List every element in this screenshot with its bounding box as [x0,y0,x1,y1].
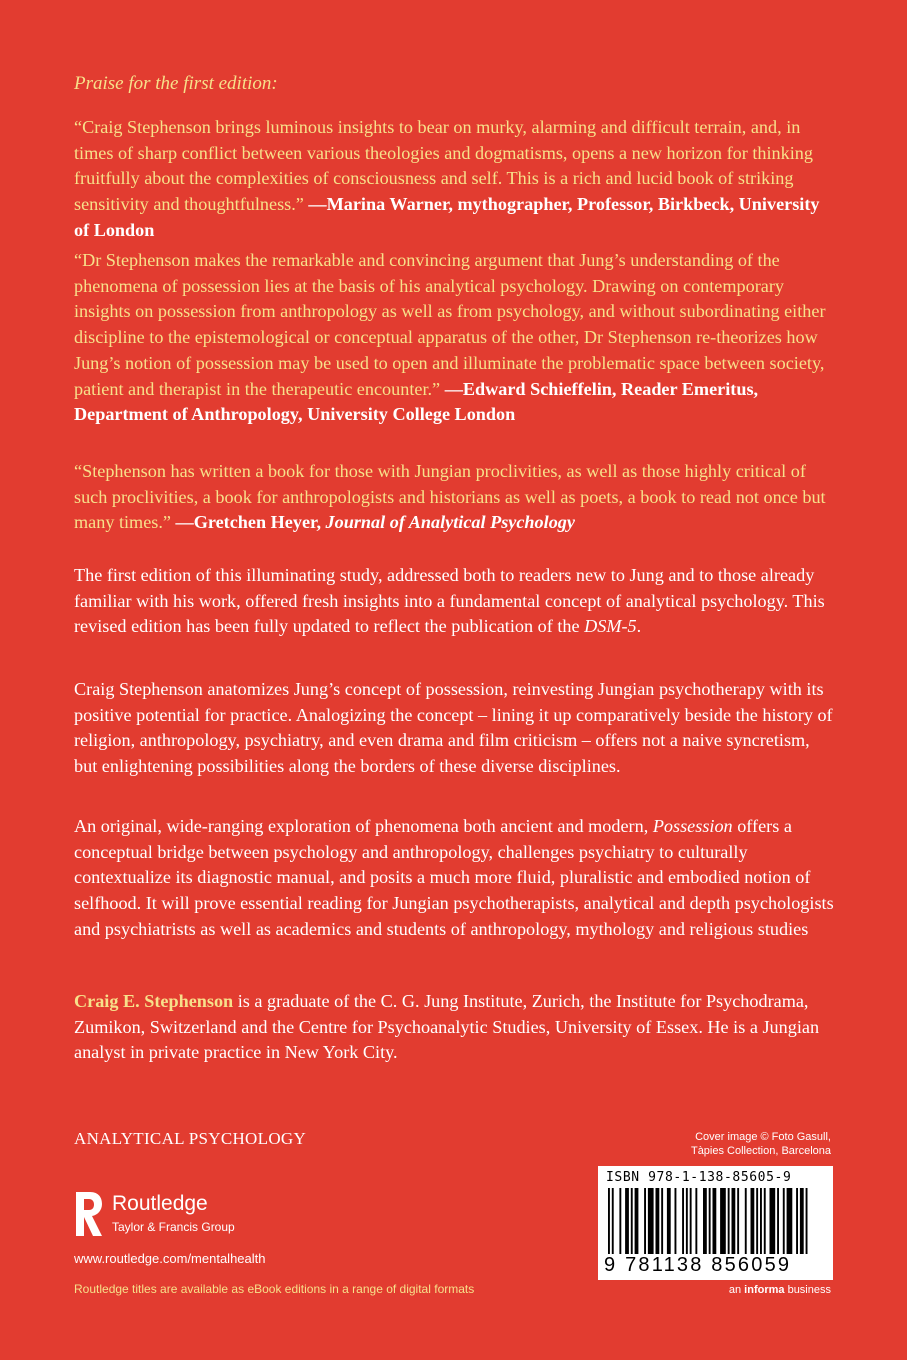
description-paragraph-2: Craig Stephenson anatomizes Jung’s concept of possession, reinvesting Jungian psychotherapy with its positive potential for practice. Analogizing the concept – lining it up comparatively beside the history of religion, anthropology, psychiatry, and even drama and film criticism – offers not a naive syncretism, but enlightening possibilities along the borders of these diverse disciplines. [74,679,833,777]
barcode-bar [783,1188,785,1254]
ean-digits: 9 781138 856059 [604,1254,828,1277]
barcode-bar [751,1188,755,1254]
text: offers a conceptual bridge between psychology and anthropology, challenges psychiatry to culturally contextualize its diagnostic manual, and posits a much more fluid, pluralistic and embodied notion of selfhood. It will prove essential reading for Jungian psychotherapists, analytical and depth psychologists and psychiatrists as well as academics and students of anthropology, mythology and religious studies [74,816,834,939]
barcode-bars [604,1188,828,1262]
cover-credit-line2: Tàpies Collection, Barcelona [690,1145,831,1157]
description-paragraph-3 [74,814,834,943]
cover-credit [620,1130,831,1158]
barcode-bar [612,1188,614,1262]
barcode-bar [644,1188,646,1254]
isbn-text: ISBN 978-1-138-85605-9 [606,1170,792,1185]
barcode-bar [661,1188,663,1254]
routledge-logo [74,1190,274,1240]
text: An original, wide-ranging exploration of phenomena both ancient and modern, [74,816,653,836]
quote-warner [74,115,834,244]
text: The first edition of this illuminating study, addressed both to readers new to Jung and to those already familiar with his work, offered fresh insights into a fundamental concept of analytical psychology. This revised edition has been fully updated to reflect the publication of the [74,565,825,637]
author-bio [74,989,834,1066]
barcode-bar [806,1188,808,1262]
barcode-bar [619,1188,621,1254]
quote-journal: Journal of Analytical Psychology [325,512,575,533]
barcode-bar [667,1188,671,1254]
cover-credit-line1: Cover image © Foto Gasull, [695,1131,831,1143]
barcode-bar [796,1188,798,1254]
barcode-bar [631,1188,633,1254]
praise-heading: Praise for the first edition: [74,73,278,94]
publisher-name: Routledge [112,1192,208,1215]
quote-attribution: —Edward Schieffelin, Reader Emeritus, Department of Anthropology, University College London [74,378,759,425]
routledge-r-icon [74,1190,104,1240]
barcode-bar [695,1188,697,1254]
barcode-bar [656,1188,660,1254]
barcode-bar [777,1188,779,1254]
publisher-group: Taylor & Francis Group [112,1220,235,1234]
author-bio-text: is a graduate of the C. G. Jung Institute, Zurich, the Institute for Psychodrama, Zumikon, Switzerland and the Centre for Psychoanalytic Studies, University of Essex. He is a Jungian analyst in private practice in New York City. [74,991,820,1063]
barcode-bar [675,1188,677,1254]
barcode-bar [608,1188,610,1262]
barcode-bar [756,1188,758,1254]
barcode-bar [635,1188,639,1254]
barcode-bar [703,1188,707,1254]
ebook-note: Routledge titles are available as eBook editions in a range of digital formats [74,1282,475,1296]
text: . [636,616,642,637]
series-label: ANALYTICAL PSYCHOLOGY [74,1129,307,1148]
barcode-bar [800,1188,804,1254]
quote-schieffelin [74,248,834,428]
author-name: Craig E. Stephenson [74,991,234,1011]
quote-text: “Stephenson has written a book for those with Jungian proclivities, as well as those highly critical of such proclivities, a book for anthropologists and historians as well as poets, a book to read not once but many times.” [74,461,826,533]
barcode-bar [682,1188,684,1254]
description-paragraph-1 [74,563,834,640]
barcode-bar [690,1188,692,1254]
barcode-bar [709,1188,711,1262]
publisher-url: www.routledge.com/mentalhealth [74,1251,266,1266]
barcode-bar [770,1188,776,1254]
barcode-bar [737,1188,739,1254]
quote-attribution: —Marina Warner, mythographer, Professor, Birkbeck, University of London [74,194,820,240]
barcode-bar [787,1188,793,1254]
book-title: Possession [652,816,733,836]
text: business [784,1284,831,1296]
barcode-bar [760,1188,762,1254]
barcode-bar [713,1188,717,1262]
barcode-bar [732,1188,736,1254]
barcode-bar [764,1188,766,1254]
quote-text: “Dr Stephenson makes the remarkable and convincing argument that Jung’s understanding of the phenomena of possession lies at the basis of his analytical psychology. Drawing on contemporary insights on possession from anthropology as well as from psychology, and without subordinating either discipline to the epistemological or conceptual apparatus of the other, Dr Stephenson re-theorizes how Jung’s notion of possession may be used to open and illuminate the problematic space between society, patient and therapist in the therapeutic encounter.” [74,250,826,399]
dsm-title: DSM-5 [584,616,637,637]
informa-business [700,1284,831,1296]
quote-text: “Craig Stephenson brings luminous insights to bear on murky, alarming and difficult terrain, and, in times of sharp conflict between various theologies and dogmatisms, opens a new horizon for thinking fruitfully about the complexities of consciousness and self. This is a rich and lucid book of striking sensitivity and thoughtfulness.” [74,117,813,215]
text: an [728,1284,745,1296]
barcode-bar [720,1188,726,1254]
quote-attribution: —Gretchen Heyer, [175,512,321,533]
isbn-barcode [598,1166,833,1280]
quote-heyer [74,459,834,536]
barcode-bar [648,1188,654,1254]
barcode-bar [728,1188,730,1254]
barcode-bar [686,1188,688,1254]
barcode-bar [745,1188,747,1254]
barcode-bar [625,1188,629,1254]
informa-name: informa [744,1284,785,1296]
